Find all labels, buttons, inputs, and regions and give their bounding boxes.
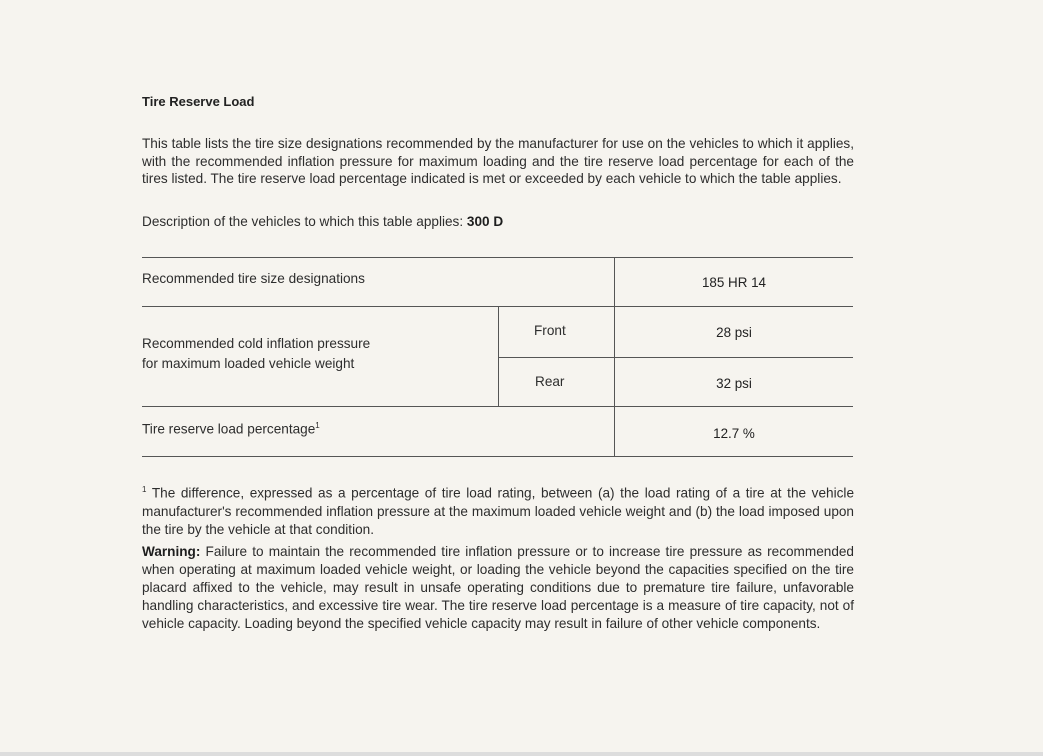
footnote-text: The difference, expressed as a percentage of tire load rating, between (a) the load rating of a tire at the vehicle manufacturer's recommended inflation pressure at the maximum loaded vehicle weight and (b) the load imposed upon the tire by the vehicle at that condition.: [142, 485, 854, 537]
table-rule-pressure: [142, 406, 853, 407]
table-rule-top: [142, 257, 853, 258]
warning-label: Warning:: [142, 544, 201, 559]
vehicle-description: [142, 214, 503, 229]
document-title: Tire Reserve Load: [142, 94, 255, 109]
table-rule-bottom: [142, 456, 853, 457]
warning-paragraph: [142, 543, 854, 633]
intro-paragraph: This table lists the tire size designations recommended by the manufacturer for use on the vehicles to which it applies, with the recommended inflation pressure for maximum loading and the tire reserve load percentage for each of the tires listed. The tire reserve load percentage indicated is met or exceeded by each vehicle to which the table applies.: [142, 136, 854, 186]
reserve-load-label: [142, 421, 320, 437]
page-bottom-edge: [0, 752, 1043, 756]
pressure-label-line2: for maximum loaded vehicle weight: [142, 356, 355, 371]
warning-text: Failure to maintain the recommended tire inflation pressure or to increase tire pressure as recommended when operating at maximum loaded vehicle weight, or loading the vehicle beyond the capacities specified on the tire placard affixed to the vehicle, may result in unsafe operating conditions due to premature tire failure, unfavorable handling characteristics, and excessive tire wear. The tire reserve load percentage is a measure of tire capacity, not of vehicle capacity. Loading beyond the specified vehicle capacity may result in failure of other vehicle components.: [142, 544, 854, 631]
table-divider-axle: [498, 306, 499, 406]
footnote: [142, 481, 854, 539]
footnote-mark: 1: [142, 485, 147, 494]
reserve-load-label-text: Tire reserve load percentage: [142, 421, 316, 437]
table-rule-front: [498, 357, 853, 358]
reserve-load-value: 12.7 %: [713, 426, 755, 441]
front-axle-label: Front: [534, 323, 566, 338]
pressure-label-line1: Recommended cold inflation pressure: [142, 336, 371, 351]
vehicle-description-label: Description of the vehicles to which this table applies:: [142, 214, 464, 229]
tire-size-value: 185 HR 14: [701, 275, 767, 290]
front-pressure-value: 28 psi: [716, 325, 752, 340]
reserve-load-footnote-mark: 1: [315, 421, 320, 430]
rear-pressure-value: 32 psi: [716, 376, 752, 391]
rear-axle-label: Rear: [535, 374, 565, 389]
tire-size-label: Recommended tire size designations: [142, 271, 365, 286]
vehicle-model: 300 D: [466, 214, 504, 229]
